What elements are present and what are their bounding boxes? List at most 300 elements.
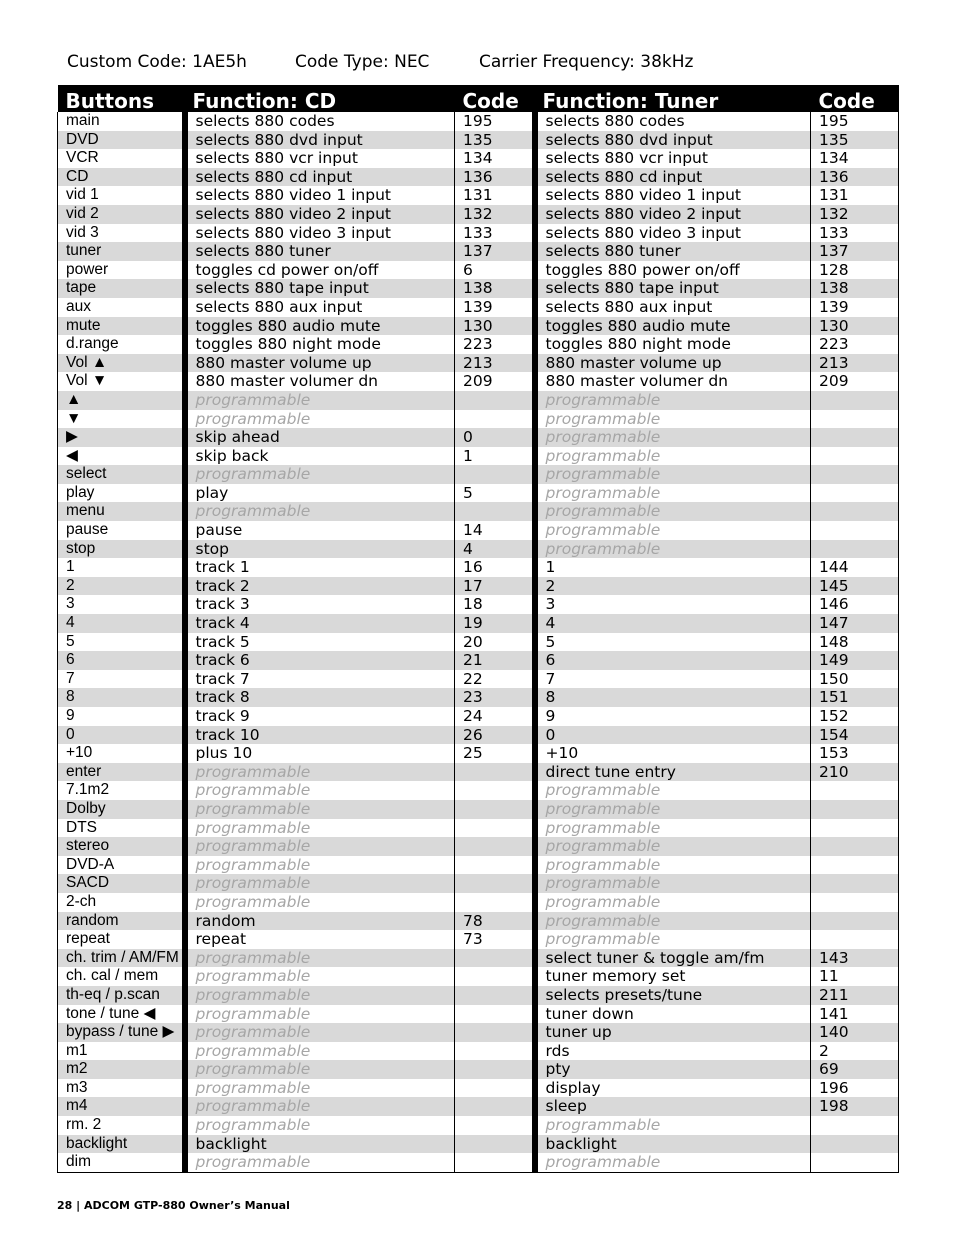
code-cd-cell: 24: [455, 707, 535, 726]
code-tuner-cell: 140: [811, 1023, 899, 1042]
column-header-code-tuner: Code: [811, 85, 899, 112]
code-cd-cell: 223: [455, 335, 535, 354]
table-row: [58, 670, 899, 689]
function-cd-cell: programmable: [185, 1023, 455, 1042]
table-row: [58, 800, 899, 819]
button-cell: ▲: [58, 391, 185, 410]
code-tuner-cell: 209: [811, 372, 899, 391]
code-cd-cell: 17: [455, 577, 535, 596]
function-tuner-cell: toggles 880 night mode: [535, 335, 811, 354]
button-cell: 7.1m2: [58, 781, 185, 800]
code-tuner-cell: [811, 410, 899, 429]
column-header-buttons: Buttons: [58, 85, 185, 112]
table-row: [58, 744, 899, 763]
code-tuner-cell: 130: [811, 317, 899, 336]
code-tuner-cell: [811, 893, 899, 912]
button-cell: pause: [58, 521, 185, 540]
function-tuner-cell: programmable: [535, 410, 811, 429]
code-cd-cell: [455, 391, 535, 410]
button-cell: aux: [58, 298, 185, 317]
function-cd-cell: selects 880 video 1 input: [185, 186, 455, 205]
function-tuner-cell: programmable: [535, 837, 811, 856]
function-tuner-cell: selects 880 dvd input: [535, 131, 811, 150]
remote-codes-table: [57, 85, 899, 1173]
button-cell: vid 3: [58, 224, 185, 243]
table-row: [58, 131, 899, 150]
code-cd-cell: 22: [455, 670, 535, 689]
table-row: [58, 317, 899, 336]
function-cd-cell: programmable: [185, 1042, 455, 1061]
function-cd-cell: toggles 880 night mode: [185, 335, 455, 354]
function-cd-cell: toggles cd power on/off: [185, 261, 455, 280]
button-cell: backlight: [58, 1135, 185, 1154]
function-tuner-cell: backlight: [535, 1135, 811, 1154]
button-cell: repeat: [58, 930, 185, 949]
code-tuner-cell: [811, 819, 899, 838]
table-row: [58, 428, 899, 447]
code-tuner-cell: 69: [811, 1060, 899, 1079]
code-tuner-cell: 154: [811, 726, 899, 745]
code-tuner-cell: 211: [811, 986, 899, 1005]
button-cell: dim: [58, 1153, 185, 1172]
code-cd-cell: 21: [455, 651, 535, 670]
code-cd-cell: [455, 502, 535, 521]
function-cd-cell: programmable: [185, 502, 455, 521]
code-cd-cell: 18: [455, 595, 535, 614]
table-row: [58, 577, 899, 596]
function-cd-cell: plus 10: [185, 744, 455, 763]
function-cd-cell: programmable: [185, 1060, 455, 1079]
code-tuner-cell: 149: [811, 651, 899, 670]
column-header-code-cd: Code: [455, 85, 535, 112]
code-cd-cell: [455, 967, 535, 986]
code-cd-cell: 20: [455, 633, 535, 652]
table-row: [58, 186, 899, 205]
button-cell: 0: [58, 726, 185, 745]
button-cell: bypass / tune ▶: [58, 1023, 185, 1042]
function-tuner-cell: tuner memory set: [535, 967, 811, 986]
code-tuner-cell: 144: [811, 558, 899, 577]
code-cd-cell: [455, 1135, 535, 1154]
code-tuner-cell: 139: [811, 298, 899, 317]
table-row: [58, 819, 899, 838]
function-cd-cell: pause: [185, 521, 455, 540]
code-tuner-cell: 195: [811, 112, 899, 131]
code-tuner-cell: [811, 781, 899, 800]
code-tuner-cell: 137: [811, 242, 899, 261]
table-row: [58, 521, 899, 540]
function-tuner-cell: toggles 880 audio mute: [535, 317, 811, 336]
carrier-frequency-label: Carrier Frequency: 38kHz: [479, 52, 694, 72]
function-tuner-cell: selects 880 cd input: [535, 168, 811, 187]
function-cd-cell: skip back: [185, 447, 455, 466]
code-cd-cell: [455, 893, 535, 912]
code-cd-cell: 6: [455, 261, 535, 280]
function-tuner-cell: programmable: [535, 781, 811, 800]
button-cell: d.range: [58, 335, 185, 354]
code-cd-cell: 78: [455, 912, 535, 931]
table-row: [58, 1097, 899, 1116]
function-cd-cell: 880 master volumer dn: [185, 372, 455, 391]
function-tuner-cell: programmable: [535, 856, 811, 875]
column-header-function-cd: Function: CD: [185, 85, 455, 112]
function-cd-cell: track 4: [185, 614, 455, 633]
button-cell: stereo: [58, 837, 185, 856]
button-cell: m2: [58, 1060, 185, 1079]
table-row: [58, 595, 899, 614]
code-tuner-cell: 141: [811, 1005, 899, 1024]
code-cd-cell: 132: [455, 205, 535, 224]
code-cd-cell: 136: [455, 168, 535, 187]
function-cd-cell: selects 880 cd input: [185, 168, 455, 187]
table-row: [58, 1135, 899, 1154]
function-tuner-cell: 880 master volume up: [535, 354, 811, 373]
code-tuner-cell: [811, 391, 899, 410]
code-cd-cell: 134: [455, 149, 535, 168]
table-row: [58, 1023, 899, 1042]
table-row: [58, 763, 899, 782]
function-tuner-cell: programmable: [535, 930, 811, 949]
function-cd-cell: programmable: [185, 763, 455, 782]
button-cell: play: [58, 484, 185, 503]
function-tuner-cell: programmable: [535, 428, 811, 447]
table-row: [58, 410, 899, 429]
table-row: [58, 484, 899, 503]
code-cd-cell: [455, 1005, 535, 1024]
code-tuner-cell: 136: [811, 168, 899, 187]
table-row: [58, 1042, 899, 1061]
table-row: [58, 242, 899, 261]
function-tuner-cell: programmable: [535, 1153, 811, 1172]
code-tuner-cell: [811, 428, 899, 447]
function-cd-cell: programmable: [185, 1097, 455, 1116]
code-tuner-cell: [811, 540, 899, 559]
code-cd-cell: 130: [455, 317, 535, 336]
button-cell: 9: [58, 707, 185, 726]
function-cd-cell: toggles 880 audio mute: [185, 317, 455, 336]
code-cd-cell: 25: [455, 744, 535, 763]
function-cd-cell: random: [185, 912, 455, 931]
code-cd-cell: [455, 1079, 535, 1098]
code-tuner-cell: 132: [811, 205, 899, 224]
code-cd-cell: [455, 1042, 535, 1061]
code-tuner-cell: [811, 1153, 899, 1172]
function-cd-cell: track 1: [185, 558, 455, 577]
code-cd-cell: [455, 986, 535, 1005]
function-tuner-cell: 2: [535, 577, 811, 596]
table-row: [58, 1060, 899, 1079]
function-cd-cell: programmable: [185, 949, 455, 968]
button-cell: m4: [58, 1097, 185, 1116]
function-cd-cell: 880 master volume up: [185, 354, 455, 373]
function-tuner-cell: 8: [535, 688, 811, 707]
function-tuner-cell: programmable: [535, 465, 811, 484]
function-tuner-cell: programmable: [535, 912, 811, 931]
button-cell: DVD-A: [58, 856, 185, 875]
code-tuner-cell: 145: [811, 577, 899, 596]
function-tuner-cell: selects 880 tuner: [535, 242, 811, 261]
function-tuner-cell: +10: [535, 744, 811, 763]
button-cell: 7: [58, 670, 185, 689]
button-cell: enter: [58, 763, 185, 782]
code-cd-cell: 5: [455, 484, 535, 503]
code-cd-cell: 213: [455, 354, 535, 373]
code-tuner-cell: [811, 1135, 899, 1154]
button-cell: 3: [58, 595, 185, 614]
table-row: [58, 168, 899, 187]
function-cd-cell: skip ahead: [185, 428, 455, 447]
code-cd-cell: 23: [455, 688, 535, 707]
code-cd-cell: [455, 1023, 535, 1042]
code-cd-cell: [455, 763, 535, 782]
button-cell: +10: [58, 744, 185, 763]
function-tuner-cell: 7: [535, 670, 811, 689]
function-cd-cell: programmable: [185, 819, 455, 838]
button-cell: ▶: [58, 428, 185, 447]
button-cell: 4: [58, 614, 185, 633]
function-tuner-cell: programmable: [535, 391, 811, 410]
code-tuner-cell: 128: [811, 261, 899, 280]
code-cd-cell: 138: [455, 279, 535, 298]
button-cell: ch. cal / mem: [58, 967, 185, 986]
button-cell: DVD: [58, 131, 185, 150]
code-tuner-cell: 153: [811, 744, 899, 763]
button-cell: select: [58, 465, 185, 484]
table-row: [58, 372, 899, 391]
table-row: [58, 391, 899, 410]
code-tuner-cell: [811, 1116, 899, 1135]
function-cd-cell: programmable: [185, 410, 455, 429]
table-row: [58, 205, 899, 224]
button-cell: 5: [58, 633, 185, 652]
button-cell: Vol ▼: [58, 372, 185, 391]
function-tuner-cell: programmable: [535, 819, 811, 838]
table-row: [58, 540, 899, 559]
function-tuner-cell: 0: [535, 726, 811, 745]
function-cd-cell: selects 880 video 3 input: [185, 224, 455, 243]
code-cd-cell: 4: [455, 540, 535, 559]
table-row: [58, 354, 899, 373]
table-row: [58, 261, 899, 280]
function-cd-cell: programmable: [185, 465, 455, 484]
table-row: [58, 726, 899, 745]
function-tuner-cell: 3: [535, 595, 811, 614]
table-row: [58, 465, 899, 484]
code-tuner-cell: 146: [811, 595, 899, 614]
function-cd-cell: track 6: [185, 651, 455, 670]
button-cell: 6: [58, 651, 185, 670]
code-tuner-cell: 138: [811, 279, 899, 298]
code-tuner-cell: [811, 800, 899, 819]
function-tuner-cell: programmable: [535, 800, 811, 819]
function-cd-cell: programmable: [185, 800, 455, 819]
function-tuner-cell: 4: [535, 614, 811, 633]
code-cd-cell: [455, 856, 535, 875]
code-tuner-cell: 134: [811, 149, 899, 168]
code-cd-cell: 14: [455, 521, 535, 540]
button-cell: 8: [58, 688, 185, 707]
function-tuner-cell: programmable: [535, 502, 811, 521]
code-tuner-cell: 143: [811, 949, 899, 968]
function-cd-cell: track 5: [185, 633, 455, 652]
function-tuner-cell: sleep: [535, 1097, 811, 1116]
code-cd-cell: 19: [455, 614, 535, 633]
button-cell: 1: [58, 558, 185, 577]
table-row: [58, 837, 899, 856]
function-cd-cell: selects 880 tape input: [185, 279, 455, 298]
button-cell: main: [58, 112, 185, 131]
table-row: [58, 149, 899, 168]
table-row: [58, 558, 899, 577]
custom-code-label: Custom Code: 1AE5h: [67, 52, 247, 72]
table-row: [58, 651, 899, 670]
function-tuner-cell: rds: [535, 1042, 811, 1061]
table-row: [58, 279, 899, 298]
code-cd-cell: 26: [455, 726, 535, 745]
code-cd-cell: [455, 1060, 535, 1079]
table-row: [58, 986, 899, 1005]
button-cell: m1: [58, 1042, 185, 1061]
button-cell: VCR: [58, 149, 185, 168]
column-header-function-tuner: Function: Tuner: [535, 85, 811, 112]
function-cd-cell: track 9: [185, 707, 455, 726]
function-tuner-cell: selects 880 aux input: [535, 298, 811, 317]
code-cd-cell: 209: [455, 372, 535, 391]
function-cd-cell: track 8: [185, 688, 455, 707]
code-tuner-cell: 198: [811, 1097, 899, 1116]
code-tuner-cell: 223: [811, 335, 899, 354]
table-row: [58, 874, 899, 893]
function-cd-cell: programmable: [185, 837, 455, 856]
button-cell: stop: [58, 540, 185, 559]
code-tuner-cell: 133: [811, 224, 899, 243]
function-tuner-cell: toggles 880 power on/off: [535, 261, 811, 280]
code-cd-cell: [455, 837, 535, 856]
function-cd-cell: selects 880 tuner: [185, 242, 455, 261]
function-cd-cell: track 2: [185, 577, 455, 596]
code-cd-cell: 1: [455, 447, 535, 466]
function-tuner-cell: programmable: [535, 484, 811, 503]
function-cd-cell: selects 880 aux input: [185, 298, 455, 317]
code-cd-cell: [455, 465, 535, 484]
table-row: [58, 502, 899, 521]
button-cell: ▼: [58, 410, 185, 429]
table-row: [58, 930, 899, 949]
table-row: [58, 335, 899, 354]
code-type-label: Code Type: NEC: [295, 52, 430, 72]
function-cd-cell: play: [185, 484, 455, 503]
table-row: [58, 967, 899, 986]
table-row: [58, 1005, 899, 1024]
button-cell: power: [58, 261, 185, 280]
function-cd-cell: stop: [185, 540, 455, 559]
table-row: [58, 912, 899, 931]
button-cell: 2-ch: [58, 893, 185, 912]
function-cd-cell: programmable: [185, 893, 455, 912]
function-tuner-cell: programmable: [535, 447, 811, 466]
function-cd-cell: selects 880 video 2 input: [185, 205, 455, 224]
button-cell: random: [58, 912, 185, 931]
table-row: [58, 1079, 899, 1098]
button-cell: Dolby: [58, 800, 185, 819]
code-tuner-cell: [811, 930, 899, 949]
code-tuner-cell: 150: [811, 670, 899, 689]
function-tuner-cell: selects 880 tape input: [535, 279, 811, 298]
code-tuner-cell: [811, 447, 899, 466]
function-tuner-cell: selects 880 codes: [535, 112, 811, 131]
code-cd-cell: [455, 781, 535, 800]
function-tuner-cell: 5: [535, 633, 811, 652]
function-tuner-cell: selects 880 video 3 input: [535, 224, 811, 243]
code-cd-cell: 137: [455, 242, 535, 261]
function-tuner-cell: tuner up: [535, 1023, 811, 1042]
function-cd-cell: programmable: [185, 856, 455, 875]
function-cd-cell: selects 880 dvd input: [185, 131, 455, 150]
code-cd-cell: [455, 949, 535, 968]
code-cd-cell: [455, 800, 535, 819]
button-cell: SACD: [58, 874, 185, 893]
code-tuner-cell: [811, 874, 899, 893]
code-tuner-cell: 131: [811, 186, 899, 205]
function-tuner-cell: display: [535, 1079, 811, 1098]
function-tuner-cell: 1: [535, 558, 811, 577]
function-cd-cell: track 10: [185, 726, 455, 745]
table-row: [58, 447, 899, 466]
table-row: [58, 893, 899, 912]
code-cd-cell: 135: [455, 131, 535, 150]
code-tuner-cell: 196: [811, 1079, 899, 1098]
function-tuner-cell: selects presets/tune: [535, 986, 811, 1005]
function-tuner-cell: programmable: [535, 874, 811, 893]
function-tuner-cell: selects 880 video 1 input: [535, 186, 811, 205]
code-tuner-cell: 213: [811, 354, 899, 373]
button-cell: Vol ▲: [58, 354, 185, 373]
button-cell: menu: [58, 502, 185, 521]
table-row: [58, 633, 899, 652]
function-tuner-cell: selects 880 video 2 input: [535, 205, 811, 224]
function-tuner-cell: select tuner & toggle am/fm: [535, 949, 811, 968]
button-cell: CD: [58, 168, 185, 187]
table-row: [58, 614, 899, 633]
function-tuner-cell: programmable: [535, 893, 811, 912]
function-cd-cell: programmable: [185, 986, 455, 1005]
table-row: [58, 688, 899, 707]
table-row: [58, 856, 899, 875]
button-cell: tape: [58, 279, 185, 298]
table-row: [58, 112, 899, 131]
code-cd-cell: [455, 1153, 535, 1172]
function-cd-cell: track 7: [185, 670, 455, 689]
code-cd-cell: 195: [455, 112, 535, 131]
table-body: [58, 112, 899, 1172]
function-tuner-cell: selects 880 vcr input: [535, 149, 811, 168]
code-cd-cell: [455, 410, 535, 429]
function-cd-cell: programmable: [185, 1153, 455, 1172]
code-cd-cell: 131: [455, 186, 535, 205]
function-tuner-cell: tuner down: [535, 1005, 811, 1024]
table-row: [58, 1116, 899, 1135]
function-tuner-cell: 6: [535, 651, 811, 670]
function-cd-cell: repeat: [185, 930, 455, 949]
table-row: [58, 949, 899, 968]
code-tuner-cell: [811, 912, 899, 931]
function-cd-cell: programmable: [185, 1079, 455, 1098]
code-tuner-cell: 147: [811, 614, 899, 633]
button-cell: m3: [58, 1079, 185, 1098]
function-cd-cell: selects 880 codes: [185, 112, 455, 131]
code-cd-cell: 139: [455, 298, 535, 317]
code-tuner-cell: 148: [811, 633, 899, 652]
